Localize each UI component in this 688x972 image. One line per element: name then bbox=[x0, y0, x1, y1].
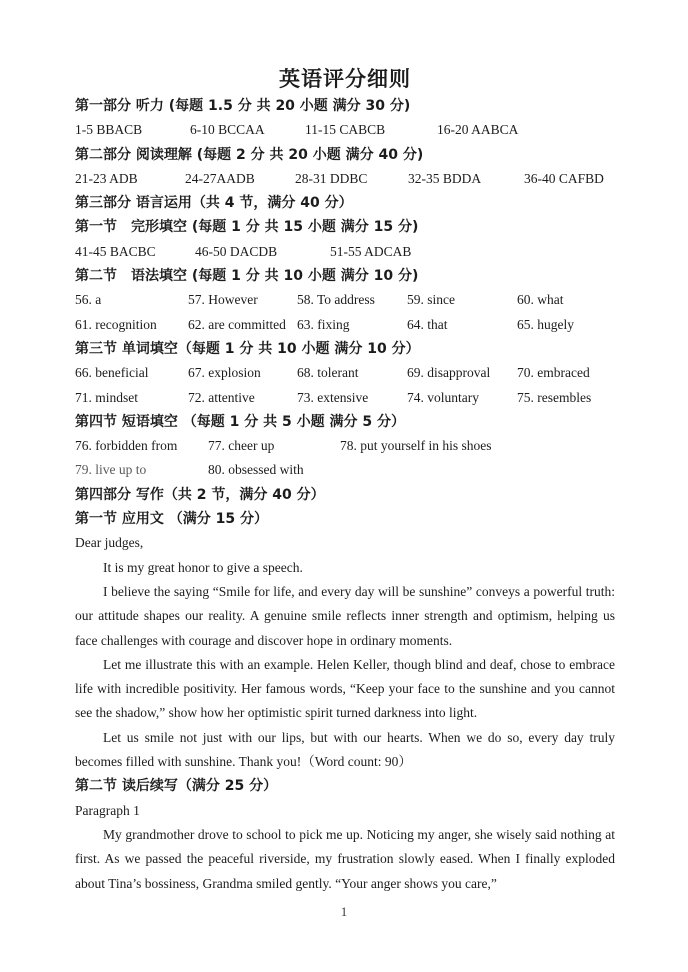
answer-cell: 61. recognition bbox=[75, 316, 157, 332]
part3-section3-heading: 第三节 单词填空（每题 1 分 共 10 小题 满分 10 分） bbox=[75, 340, 420, 357]
part2-heading: 第二部分 阅读理解 (每题 2 分 共 20 小题 满分 40 分) bbox=[75, 146, 424, 163]
part3-section1-heading: 第一节 完形填空 (每题 1 分 共 15 小题 满分 15 分) bbox=[75, 219, 419, 236]
answer-cell: 68. tolerant bbox=[297, 365, 359, 381]
answer-cell: 76. forbidden from bbox=[75, 438, 178, 454]
answer-cell: 60. what bbox=[517, 292, 564, 308]
continuation-paragraph-label: Paragraph 1 bbox=[75, 802, 140, 818]
essay-paragraph-2: I believe the saying “Smile for life, and every day will be sunshine” conveys a powerful truth: our attitude shapes our reality. A genuine smile reflects inner strength and optimism, helping us face challenges with courage and discover hope in ordinary moments. bbox=[75, 583, 615, 648]
answer-cell: 59. since bbox=[407, 292, 455, 308]
answer-cell: 58. To address bbox=[297, 292, 375, 308]
answer-cell: 73. extensive bbox=[297, 389, 369, 405]
answer-cell: 21-23 ADB bbox=[75, 170, 138, 186]
essay-paragraph-3: Let me illustrate this with an example. Helen Keller, though blind and deaf, chose to embrace life with incredible positivity. Her famous words, “Keep your face to the sunshine and you cannot see the shadow,” show how her optimistic spirit turned darkness into light. bbox=[75, 656, 615, 721]
answer-cell: 80. obsessed with bbox=[208, 462, 304, 478]
answer-cell: 6-10 BCCAA bbox=[190, 122, 265, 138]
answer-cell: 72. attentive bbox=[188, 389, 255, 405]
answer-cell: 56. a bbox=[75, 292, 102, 308]
answer-cell: 64. that bbox=[407, 316, 448, 332]
answer-cell: 77. cheer up bbox=[208, 438, 275, 454]
part1-heading: 第一部分 听力 (每题 1.5 分 共 20 小题 满分 30 分) bbox=[75, 98, 411, 114]
answer-cell: 11-15 CABCB bbox=[305, 122, 386, 138]
answer-cell: 78. put yourself in his shoes bbox=[340, 438, 492, 454]
answer-cell: 28-31 DDBC bbox=[295, 170, 368, 186]
part4-section2-heading: 第二节 读后续写（满分 25 分） bbox=[75, 778, 278, 795]
essay-salutation: Dear judges, bbox=[75, 535, 144, 551]
part2-answer-row bbox=[75, 167, 615, 191]
phrase-answer-row-2 bbox=[75, 458, 615, 482]
answer-cell: 79. live up to bbox=[75, 462, 147, 478]
grammar-answer-row-2 bbox=[75, 313, 615, 337]
answer-cell: 51-55 ADCAB bbox=[330, 243, 412, 259]
cloze-answer-row bbox=[75, 240, 615, 264]
answer-cell: 67. explosion bbox=[188, 365, 261, 381]
answer-cell: 16-20 AABCA bbox=[437, 122, 519, 138]
answer-cell: 46-50 DACDB bbox=[195, 243, 278, 259]
answer-cell: 24-27AADB bbox=[185, 170, 255, 186]
answer-cell: 57. However bbox=[188, 292, 258, 308]
answer-cell: 1-5 BBACB bbox=[75, 122, 143, 138]
essay-paragraph-1: It is my great honor to give a speech. bbox=[103, 559, 303, 575]
answer-cell: 63. fixing bbox=[297, 316, 350, 332]
answer-cell: 32-35 BDDA bbox=[408, 170, 482, 186]
answer-cell: 41-45 BACBC bbox=[75, 243, 156, 259]
answer-cell: 62. are committed bbox=[188, 316, 286, 332]
part3-section4-heading: 第四节 短语填空 （每题 1 分 共 5 小题 满分 5 分） bbox=[75, 413, 405, 430]
grammar-answer-row-1 bbox=[75, 288, 615, 312]
doc-title: 英语评分细则 bbox=[279, 67, 411, 91]
answer-cell: 74. voluntary bbox=[407, 389, 479, 405]
part4-section1-heading: 第一节 应用文 （满分 15 分） bbox=[75, 511, 268, 528]
part3-section2-heading: 第二节 语法填空 (每题 1 分 共 10 小题 满分 10 分) bbox=[75, 268, 419, 285]
part4-heading: 第四部分 写作（共 2 节，满分 40 分） bbox=[75, 486, 325, 503]
answer-cell: 75. resembles bbox=[517, 389, 592, 405]
answer-cell: 65. hugely bbox=[517, 316, 574, 332]
continuation-paragraph-text: My grandmother drove to school to pick me up. Noticing my anger, she wisely said nothing at first. As we passed the peaceful riverside, my frustration slowly eased. When I finally exploded about Tina’s bossiness, Grandma smiled gently. “Your anger shows you care,” bbox=[75, 826, 615, 891]
answer-cell: 36-40 CAFBD bbox=[524, 170, 604, 186]
part3-heading: 第三部分 语言运用（共 4 节，满分 40 分） bbox=[75, 195, 353, 212]
vocab-answer-row-1 bbox=[75, 361, 615, 385]
essay-paragraph-4: Let us smile not just with our lips, but with our hearts. When we do so, every day truly becomes filled with sunshine. Thank you!（Word count: 90） bbox=[75, 729, 615, 770]
page-number: 1 bbox=[340, 904, 348, 919]
phrase-answer-row-1 bbox=[75, 434, 615, 458]
answer-cell: 69. disapproval bbox=[407, 365, 491, 381]
answer-cell: 66. beneficial bbox=[75, 365, 149, 381]
answer-cell: 71. mindset bbox=[75, 389, 138, 405]
vocab-answer-row-2 bbox=[75, 386, 615, 410]
part1-answer-row bbox=[75, 118, 615, 142]
answer-cell: 70. embraced bbox=[517, 365, 590, 381]
